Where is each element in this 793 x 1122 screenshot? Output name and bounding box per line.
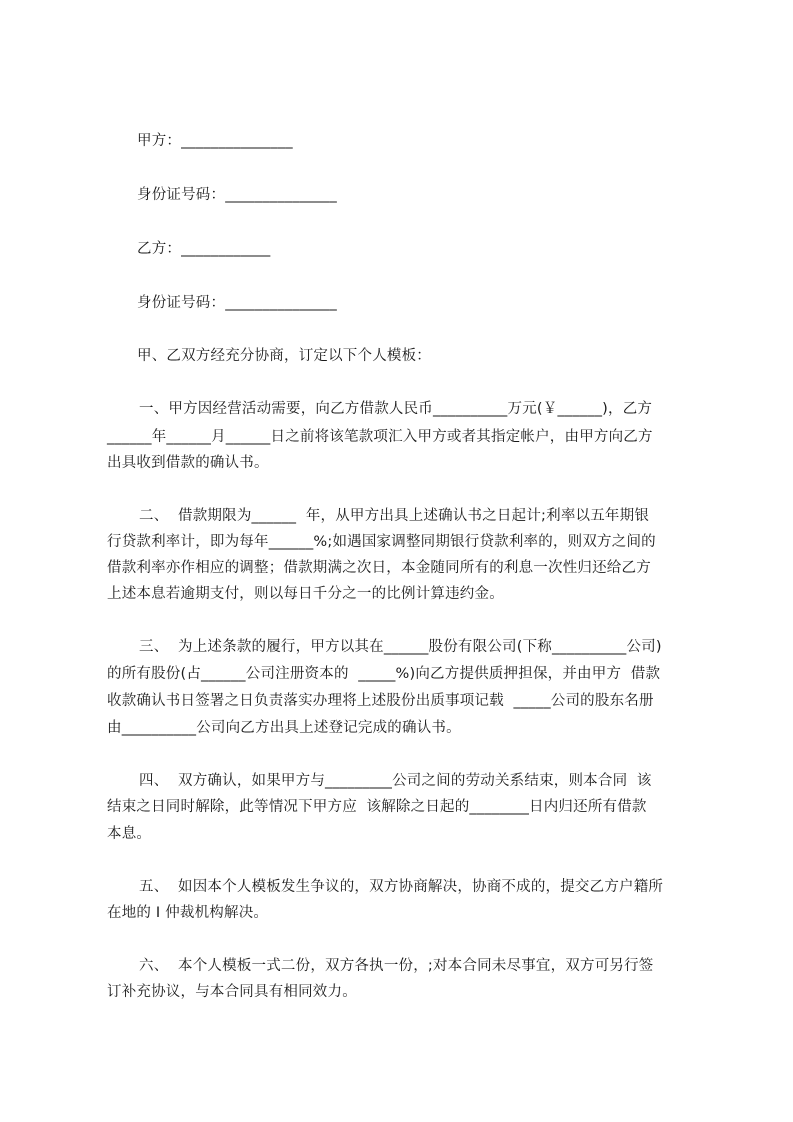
party-a-line: 甲方：_______________	[137, 133, 293, 149]
clause-3-line: 的所有股份(占______公司注册资本的 _____%)向乙方提供质押担保，并由甲方 借款	[107, 666, 661, 682]
clause-5-line: 在地的 I 仲裁机构解决。	[107, 905, 269, 921]
clause-4-line: 本息。	[107, 826, 152, 842]
clause-2-line: 二、 借款期限为______ 年，从甲方出具上述确认书之日起计;利率以五年期银	[139, 508, 650, 524]
clause-6-line: 六、 本个人模板一式二份，双方各执一份，;对本合同未尽事宜，双方可另行签	[139, 958, 654, 974]
clause-1-line: 一、甲方因经营活动需要，向乙方借款人民币__________万元(￥______)，乙方	[139, 401, 653, 417]
clause-3-line: 三、 为上述条款的履行，甲方以其在______股份有限公司(下称__________公司)	[139, 639, 662, 655]
clause-2-line: 借款利率亦作相应的调整；借款期满之次日，本金随同所有的利息一次性归还给乙方	[107, 560, 651, 576]
clause-1-line: 出具收到借款的确认书。	[107, 455, 269, 471]
party-b-line: 乙方：____________	[137, 241, 271, 257]
intro-paragraph: 甲、乙双方经充分协商，订定以下个人模板：	[137, 348, 431, 364]
clause-3-line: 收款确认书日签署之日负责落实办理将上述股份出质事项记载 _____公司的股东名册	[107, 693, 654, 709]
clause-2-line: 上述本息若逾期支付，则以每日千分之一的比例计算违约金。	[107, 586, 504, 602]
clause-4-line: 结束之日同时解除，此等情况下甲方应 该解除之日起的________日内归还所有借款	[107, 799, 647, 815]
party-a-id-line: 身份证号码：_______________	[137, 187, 337, 203]
clause-3-line: 由__________公司向乙方出具上述登记完成的确认书。	[107, 720, 461, 736]
party-b-id-line: 身份证号码：_______________	[137, 295, 337, 311]
clause-6-line: 订补充协议，与本合同具有相同效力。	[107, 984, 357, 1000]
clause-2-line: 行贷款利率计，即为每年______%;如遇国家调整同期银行贷款利率的，则双方之间的	[107, 534, 656, 550]
clause-4-line: 四、 双方确认，如果甲方与_________公司之间的劳动关系结束，则本合同 该	[139, 773, 652, 789]
clause-1-line: ______年______月______日之前将该笔款项汇入甲方或者其指定帐户，由甲方向乙方	[107, 429, 653, 445]
clause-5-line: 五、 如因本个人模板发生争议的，双方协商解决，协商不成的，提交乙方户籍所	[139, 879, 664, 895]
